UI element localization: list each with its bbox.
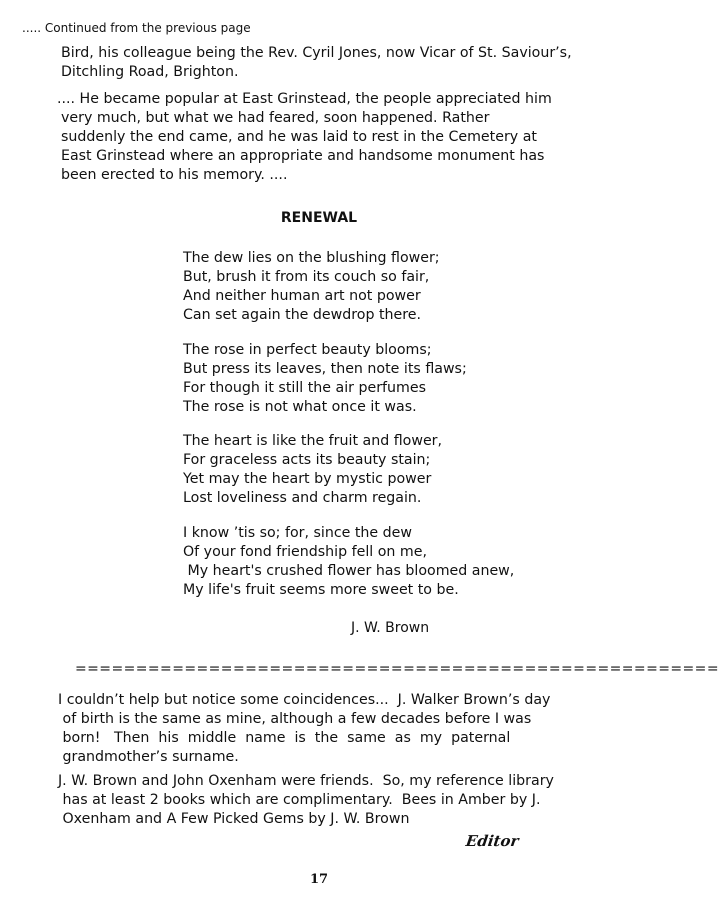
poem-line: But, brush it from its couch so fair, [183,269,430,285]
editor-signature: Editor [464,832,520,850]
text-line: of birth is the same as mine, although a few decades before I was [58,711,532,727]
poem-line: Lost loveliness and charm regain. [183,490,422,506]
poem-line: For graceless acts its beauty stain; [183,452,431,468]
text-line: Bird, his colleague being the Rev. Cyril Jones, now Vicar of St. Saviour’s, [61,45,572,61]
poem-line: But press its leaves, then note its flaws; [183,361,467,377]
text-line: very much, but what we had feared, soon happened. Rather [61,110,490,126]
text-line: been erected to his memory. .... [61,167,288,183]
text-line: East Grinstead where an appropriate and handsome monument has [61,148,545,164]
continued-note: ..... Continued from the previous page [22,21,251,35]
text-line: Ditchling Road, Brighton. [61,64,239,80]
poem-line: And neither human art not power [183,288,421,304]
page-number: 17 [309,872,329,887]
section-divider: ===================================================== [75,661,719,677]
poem-line: My life's fruit seems more sweet to be. [183,582,459,598]
poem-line: I know ’tis so; for, since the dew [183,525,412,541]
intro-paragraph-2 [57,90,552,185]
text-line: suddenly the end came, and he was laid to rest in the Cemetery at [61,129,537,145]
editor-paragraph-2 [58,772,554,829]
poem-line: The heart is like the fruit and flower, [183,433,443,449]
text-line: has at least 2 books which are complimentary. Bees in Amber by J. [58,792,541,808]
intro-paragraph-1 [61,44,572,82]
text-line: .... He became popular at East Grinstead, the people appreciated him [57,91,552,107]
poem-line: My heart's crushed flower has bloomed anew, [183,563,515,579]
poem-author: J. W. Brown [351,620,430,636]
poem-stanza-4 [183,524,514,600]
poem-line: Can set again the dewdrop there. [183,307,422,323]
poem-line: The dew lies on the blushing flower; [183,250,440,266]
text-line: J. W. Brown and John Oxenham were friends. So, my reference library [58,773,554,789]
poem-line: Yet may the heart by mystic power [183,471,432,487]
text-line: Oxenham and A Few Picked Gems by J. W. Brown [58,811,410,827]
poem-title: RENEWAL [280,210,358,226]
poem-stanza-1 [183,249,440,325]
poem-line: Of your fond friendship fell on me, [183,544,427,560]
text-line: grandmother’s surname. [58,749,239,765]
poem-line: The rose in perfect beauty blooms; [183,342,432,358]
poem-stanza-2 [183,341,467,417]
poem-line: The rose is not what once it was. [183,399,417,415]
poem-stanza-3 [183,432,442,508]
editor-paragraph-1 [58,691,550,767]
poem-line: For though it still the air perfumes [183,380,426,396]
text-line: I couldn’t help but notice some coincidences... J. Walker Brown’s day [58,692,551,708]
text-line: born! Then his middle name is the same as my paternal [58,730,511,746]
